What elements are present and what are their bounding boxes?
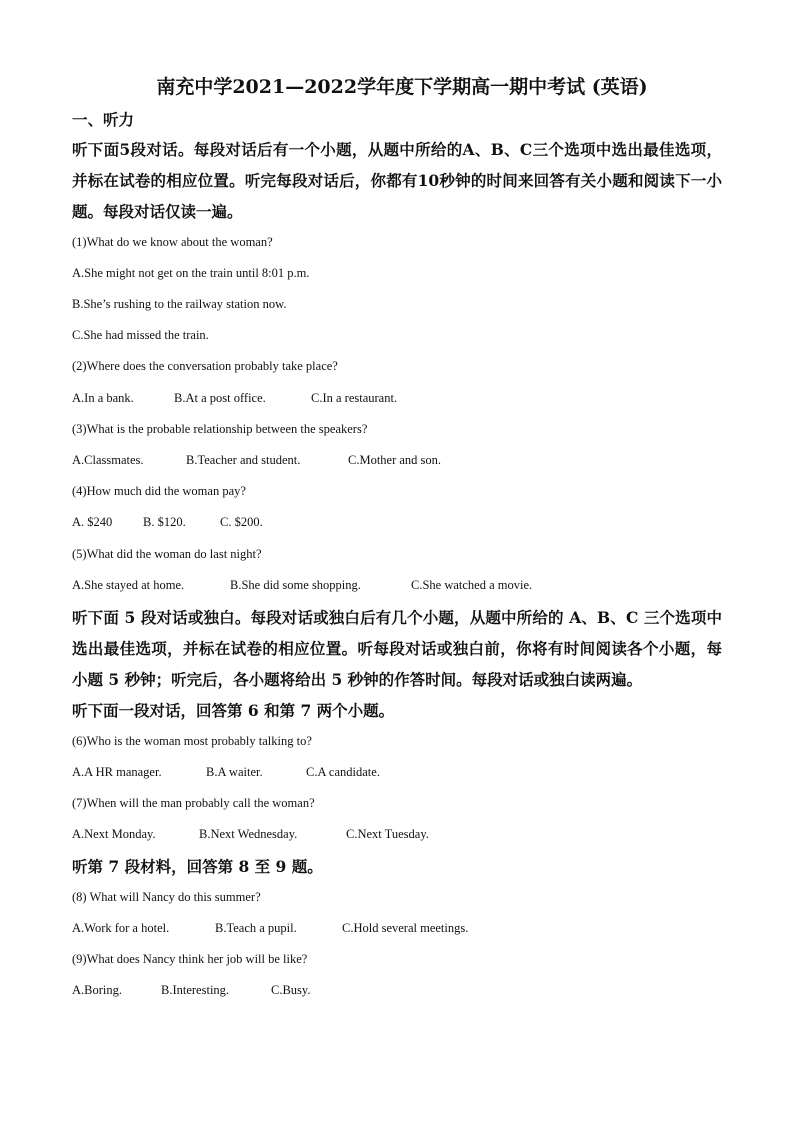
- option-2c: C.In a restaurant.: [311, 391, 398, 405]
- option-6c: C.A candidate.: [306, 765, 380, 779]
- question-2: (2)Where does the conversation probably take place?: [72, 359, 338, 373]
- section-heading-listening: 一、听力: [72, 110, 135, 129]
- option-9a: A.Boring.: [72, 983, 122, 997]
- option-9c: C.Busy.: [271, 983, 311, 997]
- option-1b: B.She’s rushing to the railway station now.: [72, 297, 287, 311]
- option-3a: A.Classmates.: [72, 453, 144, 467]
- option-8c: C.Hold several meetings.: [342, 921, 469, 935]
- options-row-3: [72, 453, 441, 468]
- option-4a: A. $240: [72, 515, 113, 529]
- option-4c: C. $200.: [220, 515, 263, 529]
- options-row-9: [72, 983, 310, 998]
- question-6: (6)Who is the woman most probably talking to?: [72, 734, 312, 748]
- options-row-4: [72, 515, 263, 530]
- question-9: (9)What does Nancy think her job will be like?: [72, 952, 308, 966]
- instructions-part1: 听下面5段对话。每段对话后有一个小题，从题中所给的A、B、C三个选项中选出最佳选项，并标在试卷的相应位置。听完每段对话后，你都有10秒钟的时间来回答有关小题和阅读下一小题。每段对话仅读一遍。: [72, 140, 722, 221]
- option-7c: C.Next Tuesday.: [346, 827, 429, 841]
- option-2a: A.In a bank.: [72, 391, 134, 405]
- question-7: (7)When will the man probably call the woman?: [72, 796, 315, 810]
- options-row-6: [72, 765, 380, 780]
- instructions-dialog6: 听下面一段对话，回答第 6 和第 7 两个小题。: [72, 701, 395, 720]
- instructions-part2: 听下面 5 段对话或独白。每段对话或独白后有几个小题，从题中所给的 A、B、C 三个选项中选出最佳选项，并标在试卷的相应位置。听每段对话或独白前，你将有时间阅读各个小题，每小题 5 秒钟；听完后，各小题将给出 5 秒钟的作答时间。每段对话或独白读两遍。 听下面一段对话，回答第 6 和第 7 两个小题。: [72, 602, 722, 726]
- question-3: (3)What is the probable relationship between the speakers?: [72, 422, 368, 436]
- option-5c: C.She watched a movie.: [411, 578, 533, 592]
- option-5b: B.She did some shopping.: [230, 578, 361, 592]
- page-title: 南充中学2021—2022学年度下学期高一期中考试 (英语): [156, 76, 648, 98]
- option-2b: B.At a post office.: [174, 391, 266, 405]
- option-6a: A.A HR manager.: [72, 765, 162, 779]
- option-8b: B.Teach a pupil.: [215, 921, 297, 935]
- option-4b: B. $120.: [143, 515, 186, 529]
- option-5a: A.She stayed at home.: [72, 578, 185, 592]
- option-9b: B.Interesting.: [161, 983, 230, 997]
- option-1c: C.She had missed the train.: [72, 328, 209, 342]
- question-5: (5)What did the woman do last night?: [72, 547, 262, 561]
- question-4: (4)How much did the woman pay?: [72, 484, 246, 498]
- option-7b: B.Next Wednesday.: [199, 827, 298, 841]
- options-row-7: [72, 827, 429, 842]
- instructions-dialog7: 听第 7 段材料，回答第 8 至 9 题。: [72, 857, 323, 876]
- option-6b: B.A waiter.: [206, 765, 263, 779]
- question-1: (1)What do we know about the woman?: [72, 235, 273, 249]
- option-3b: B.Teacher and student.: [186, 453, 301, 467]
- option-3c: C.Mother and son.: [348, 453, 442, 467]
- question-8: (8) What will Nancy do this summer?: [72, 890, 261, 904]
- options-row-8: [72, 921, 468, 936]
- options-row-5: [72, 578, 532, 593]
- options-row-2: [72, 391, 397, 406]
- option-8a: A.Work for a hotel.: [72, 921, 170, 935]
- option-7a: A.Next Monday.: [72, 827, 156, 841]
- option-1a: A.She might not get on the train until 8:01 p.m.: [72, 266, 310, 280]
